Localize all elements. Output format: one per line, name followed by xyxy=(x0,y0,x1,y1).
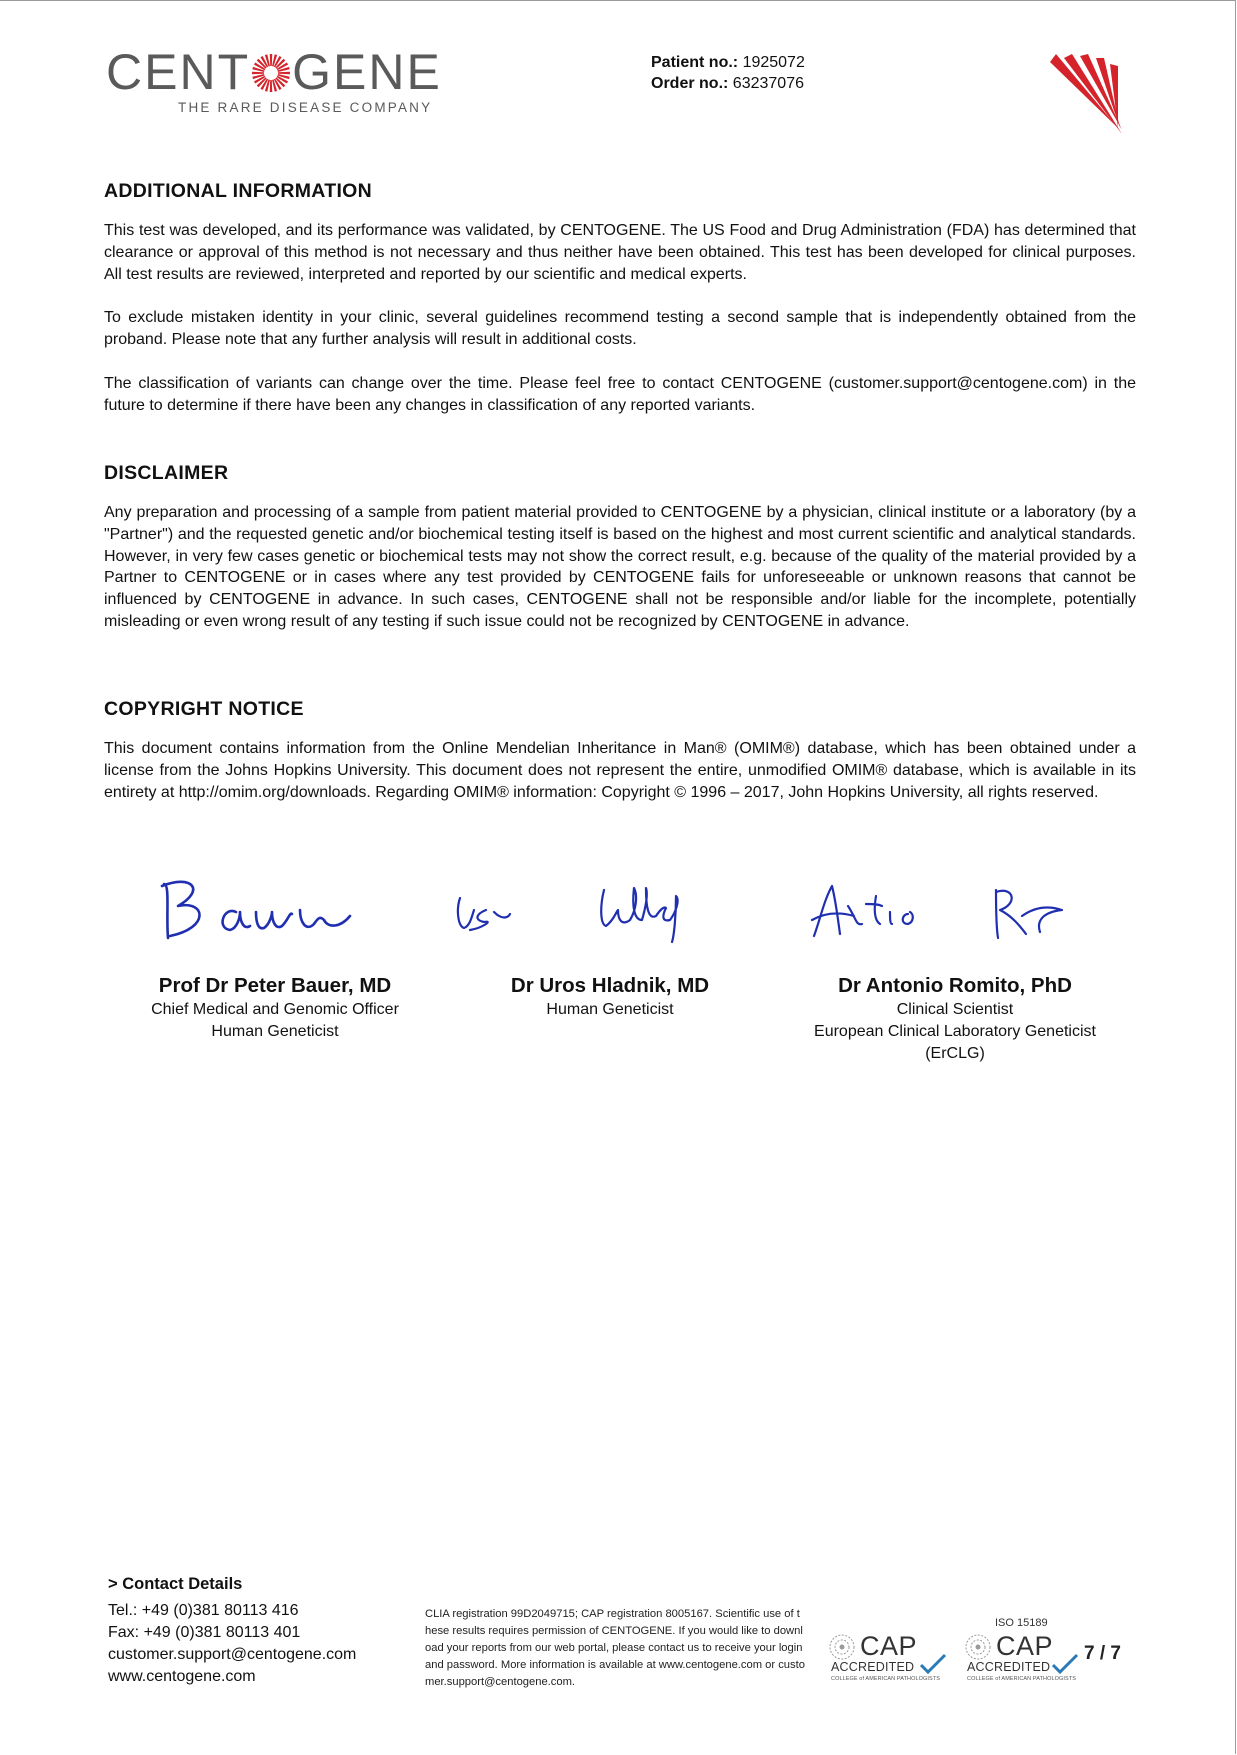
handwritten-signature-bauer xyxy=(140,876,420,946)
disclaimer-section xyxy=(104,462,1136,633)
logo-text-right: GENE xyxy=(292,44,442,100)
copyright-paragraph: This document contains information from the Online Mendelian Inheritance in Man® (OMIM®) database, which has been obtained under a license from the Johns Hopkins University. This document does not represent the entire, unmodified OMIM® database, which is available in its entirety at http://omim.org/downloads. Regarding OMIM® information: Copyright © 1996 – 2017, John Hopkins University, all rights reserved. xyxy=(104,740,1136,801)
order-number-label: Order no.: xyxy=(651,75,729,92)
logo-wordmark xyxy=(106,44,442,100)
signatory-role-bauer-2: Human Geneticist xyxy=(211,1023,339,1040)
copyright-section xyxy=(104,698,1136,803)
cap-logo-text: CAP xyxy=(860,1631,918,1661)
order-number-value: 63237076 xyxy=(732,75,804,92)
cap-accreditation-badge-2 xyxy=(965,1631,1085,1687)
signatory-name-romito: Dr Antonio Romito, PhD xyxy=(838,974,1072,997)
contact-tel: Tel.: +49 (0)381 80113 416 xyxy=(108,1602,299,1619)
signatory-role-hladnik-1: Human Geneticist xyxy=(546,1001,674,1018)
sunburst-logo-icon xyxy=(251,53,291,93)
handwritten-signature-hladnik xyxy=(450,876,780,946)
signatory-role-bauer-1: Chief Medical and Genomic Officer xyxy=(151,1001,399,1018)
signatory-role-romito-2: European Clinical Laboratory Geneticist xyxy=(814,1023,1096,1040)
logo-text-left: CENT xyxy=(106,44,251,100)
disclaimer-paragraph: Any preparation and processing of a sample from patient material provided to CENTOGENE by a physician, clinical institute or a laboratory (by a "Partner") and the requested genetic and/or biochemical testing itself is based on the highest and most current scientific and analytical standards. However, in very few cases genetic or biochemical tests may not show the correct result, e.g. because of the quality of the material provided by a Partner to CENTOGENE or in cases where any test provided by CENTOGENE fails for unforeseeable or unknown reasons that cannot be influenced by CENTOGENE in advance. In such cases, CENTOGENE shall not be responsible and/or liable for the incomplete, potentially misleading or even wrong result of any testing if such issue could not be recognized by CENTOGENE in advance. xyxy=(104,504,1136,630)
additional-information-section xyxy=(104,180,1136,439)
signature-block-bauer xyxy=(120,876,430,1056)
cap-logo-text: CAP xyxy=(996,1631,1054,1661)
patient-number-value: 1925072 xyxy=(742,54,805,71)
contact-fax: Fax: +49 (0)381 80113 401 xyxy=(108,1624,301,1641)
additional-paragraph-3: The classification of variants can change over the time. Please feel free to contact CENTOGENE (customer.support@centogene.com) in the future to determine if there have been any changes in classification of any reported variants. xyxy=(104,374,1136,414)
checkmark-icon xyxy=(919,1653,947,1675)
page-number: 7 / 7 xyxy=(1084,1643,1121,1664)
signature-block-hladnik xyxy=(450,876,770,1056)
signatory-role-romito-1: Clinical Scientist xyxy=(896,1001,1014,1018)
iso-label: ISO 15189 xyxy=(995,1617,1048,1629)
patient-order-block xyxy=(651,52,805,94)
signatory-name-bauer: Prof Dr Peter Bauer, MD xyxy=(158,974,392,997)
cap-accredited-text: ACCREDITED xyxy=(831,1660,915,1674)
signatory-role-romito-3: (ErCLG) xyxy=(925,1045,985,1062)
copyright-heading: COPYRIGHT NOTICE xyxy=(104,698,304,720)
signatory-name-hladnik: Dr Uros Hladnik, MD xyxy=(510,974,710,997)
order-number-line xyxy=(651,73,805,94)
checkmark-icon xyxy=(1051,1653,1079,1675)
contact-details xyxy=(108,1573,356,1688)
handwritten-signature-romito xyxy=(800,876,1100,946)
cap-accreditation-badge-1 xyxy=(829,1631,949,1687)
additional-information-heading: ADDITIONAL INFORMATION xyxy=(104,180,373,202)
contact-details-heading: > Contact Details xyxy=(108,1575,243,1593)
contact-email-link[interactable]: customer.support@centogene.com xyxy=(108,1646,357,1663)
disclaimer-heading: DISCLAIMER xyxy=(104,462,229,484)
cap-accredited-text: ACCREDITED xyxy=(967,1660,1051,1674)
patient-number-label: Patient no.: xyxy=(651,54,739,71)
cap-college-text: COLLEGE of AMERICAN PATHOLOGISTS xyxy=(967,1676,1077,1682)
cap-globe-icon xyxy=(965,1634,991,1660)
cap-college-text: COLLEGE of AMERICAN PATHOLOGISTS xyxy=(831,1676,941,1682)
additional-paragraph-2: To exclude mistaken identity in your clinic, several guidelines recommend testing a second sample that is independently obtained from the proband. Please note that any further analysis will result in additional costs. xyxy=(104,309,1136,349)
contact-website-link[interactable]: www.centogene.com xyxy=(108,1668,256,1685)
patient-number-line xyxy=(651,52,805,73)
cap-globe-icon xyxy=(829,1634,855,1660)
corner-fan-icon xyxy=(1046,50,1130,134)
signature-block-romito xyxy=(790,876,1120,1066)
additional-paragraph-1: This test was developed, and its performance was validated, by CENTOGENE. The US Food and Drug Administration (FDA) has determined that clearance or approval of this method is not necessary and thus neither have been obtained. This test has been developed for clinical purposes. All test results are reviewed, interpreted and reported by our scientific and medical experts. xyxy=(104,222,1136,283)
legal-notice: CLIA registration 99D2049715; CAP registration 8005167. Scientific use of these results requires permission of CENTOGENE. If you would like to download your reports from our web portal, please contact us to receive your login and password. More information is available at www.centogene.com or customer.support@centogene.com. xyxy=(425,1608,805,1688)
logo-tagline: THE RARE DISEASE COMPANY xyxy=(178,100,433,115)
centogene-logo xyxy=(106,44,442,118)
